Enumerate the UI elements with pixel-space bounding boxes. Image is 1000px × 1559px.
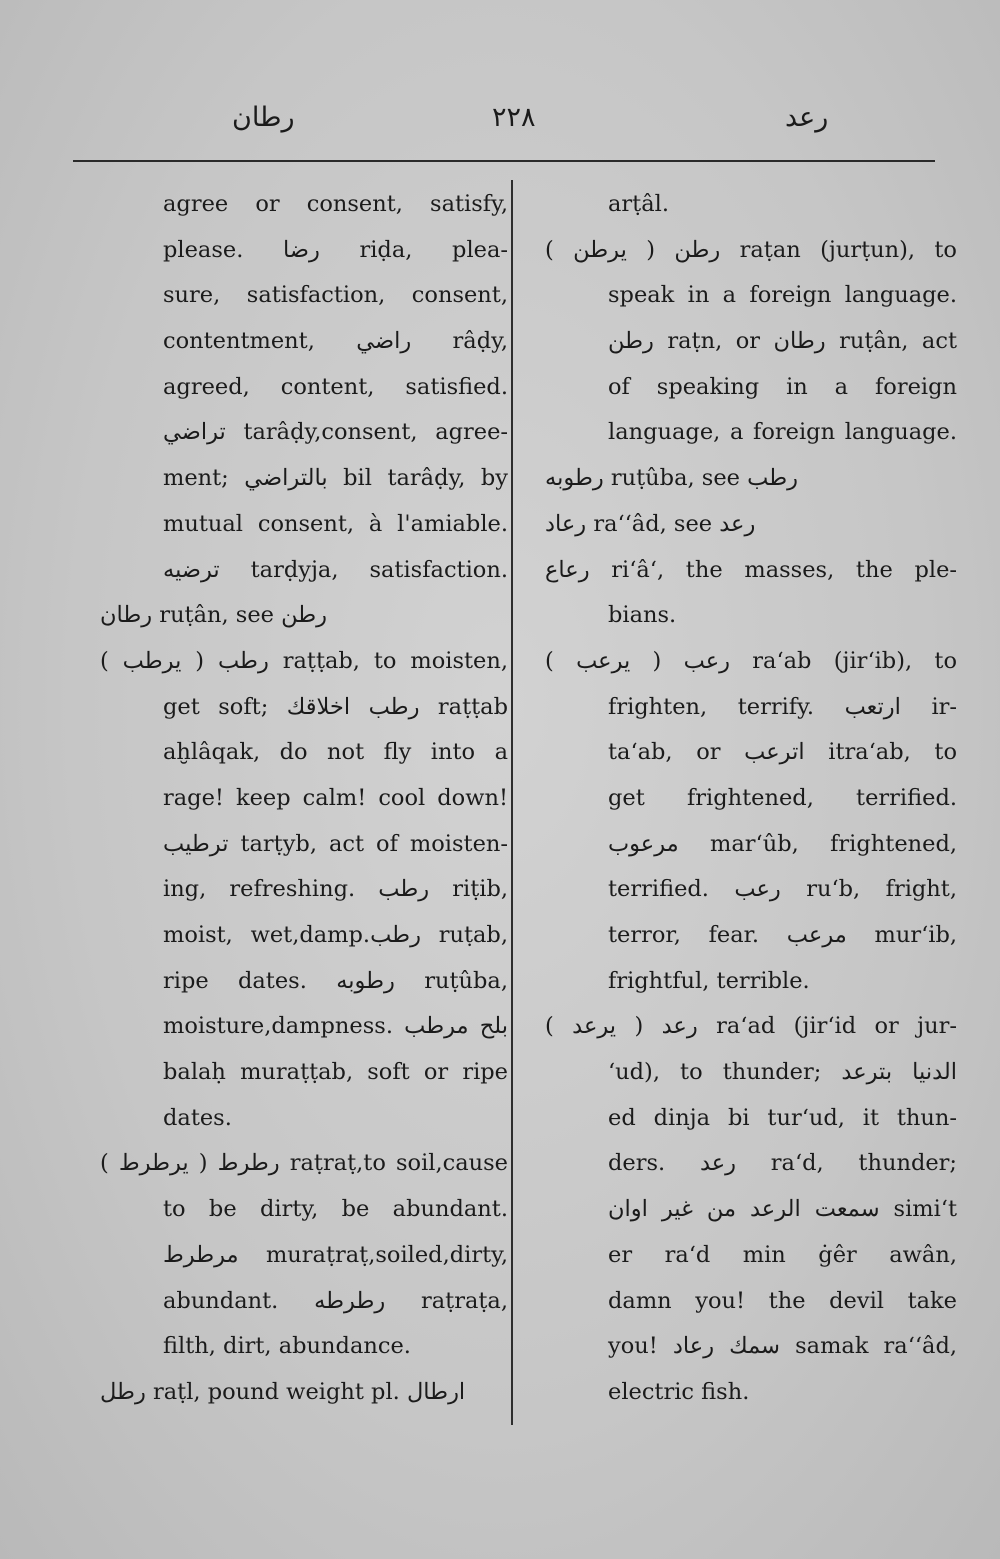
text-line: speak in a foreign language. [608,282,957,309]
text-line: رطوبه ruṭûba, see رطب [545,465,798,492]
text-line: سمعت الرعد من غير اوان simi‘t [608,1196,957,1223]
text-line: filth, dirt, abundance. [163,1333,411,1360]
text-line: ta‘ab, or اترعب itra‘ab, to [608,739,957,766]
text-line: رطرط ( يرطرط ) raṭraṭ,to soil,cause [100,1150,508,1177]
text-line: bians. [608,602,677,629]
text-line: ing, refreshing. رطب riṭib, [163,876,508,903]
text-line: رعب ( يرعب ) ra‘ab (jir‘ib), to [545,647,958,674]
text-line: please. رضا riḍa, plea- [163,236,508,263]
text-line: تراضي tarâḍy,consent, agree- [163,419,508,446]
text-line: frightful, terrible. [608,967,810,994]
text-line: abundant. رطرطه raṭraṭa, [163,1287,508,1314]
text-line: ترطيب tarṭyb, act of moisten- [163,830,508,857]
page-number: ۲۲۸ [492,102,536,133]
text-line: رطل raṭl, pound weight pl. ارطال [100,1378,466,1405]
text-line: arṭâl. [608,191,669,217]
left-column [100,182,508,1416]
text-line: damn you! the devil take [608,1287,957,1314]
text-line: agreed, content, satisfied. [163,373,508,400]
text-line: of speaking in a foreign [608,373,957,400]
text-line: ed dinja bi tur‘ud, it thun- [608,1104,957,1131]
text-line: get frightened, terrified. [608,784,957,811]
right-column [545,182,957,1416]
text-line: frighten, terrify. ارتعب ir- [608,693,957,720]
text-line: rage! keep calm! cool down! [163,784,508,811]
text-line: mutual consent, à l'amiable. [163,510,508,537]
text-line: ment; بالتراضي bil tarâḍy, by [163,465,508,492]
column-divider [511,180,513,1425]
text-line: ders. رعد ra‘d, thunder; [608,1150,957,1177]
text-line: رطن ( يرطن ) raṭan (jurṭun), to [545,236,957,263]
text-line: رطن raṭn, or رطان ruṭân, act [608,328,957,355]
text-line: sure, satisfaction, consent, [163,282,508,309]
text-line: ‘ud), to thunder; الدنيا بترعد [608,1059,957,1086]
text-line: you! سمك رعاد samak ra‘‘âd, [608,1333,957,1360]
header-rule [73,160,935,162]
text-line: مرطرط muraṭraṭ,soiled,dirty, [163,1241,508,1268]
text-line: to be dirty, be abundant. [163,1196,508,1223]
text-line: terrified. رعب ru‘b, fright, [608,876,957,903]
header-left-catchword: رطان [232,102,295,133]
text-line: moist, wet,damp.رطب ruṭab, [163,922,508,948]
text-line: agree or consent, satisfy, [163,191,508,217]
text-line: رطان ruṭân, see رطن [100,602,328,629]
text-line: language, a foreign language. [608,419,957,446]
text-line: er ra‘d min ġêr awân, [608,1241,957,1268]
text-line: balaḥ muraṭṭab, soft or ripe [163,1059,508,1086]
text-line: رعد ( يرعد ) ra‘ad (jir‘id or jur- [545,1013,957,1040]
text-line: مرعوب mar‘ûb, frightened, [608,830,957,857]
text-line: رطب ( يرطب ) raṭṭab, to moisten, [100,647,508,674]
text-line: moisture,dampness. بلح مرطب [163,1013,508,1040]
text-line: contentment, راضي râḍy, [163,328,508,355]
text-line: terror, fear. مرعب mur‘ib, [608,922,958,948]
text-line: ripe dates. رطوبه ruṭûba, [163,967,508,994]
text-line: aḫlâqak, do not fly into a [163,739,508,766]
header-right-catchword: رعد [785,102,829,133]
text-line: dates. [163,1104,232,1131]
text-line: ترضيه tarḍyja, satisfaction. [163,556,508,583]
text-line: electric fish. [608,1378,750,1405]
text-line: get soft; رطب اخلاقك raṭṭab [163,693,508,720]
text-line: رعاع ri‘â‘, the masses, the ple- [545,556,957,583]
text-line: رعاد ra‘‘âd, see رعد [545,510,756,537]
